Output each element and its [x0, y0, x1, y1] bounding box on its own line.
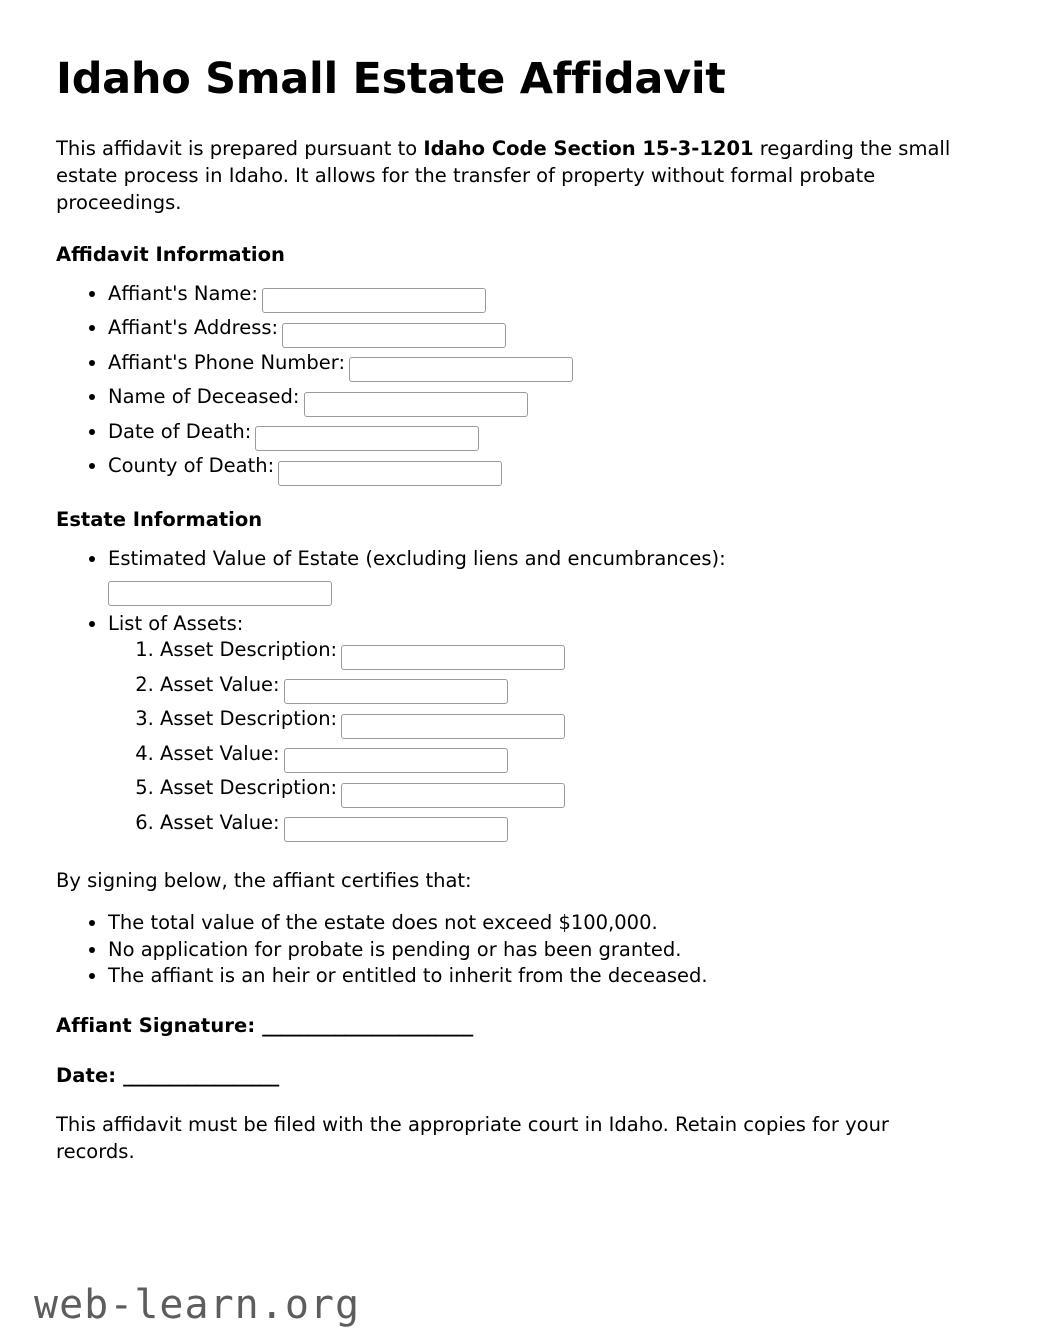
affidavit-information-heading: Affidavit Information	[56, 243, 285, 267]
asset-value-2-input[interactable]	[284, 748, 508, 773]
asset-description-2-label: Asset Description:	[160, 707, 338, 731]
certification-list	[56, 911, 977, 987]
asset-description-1-input[interactable]	[341, 645, 565, 670]
list-item	[108, 317, 977, 348]
asset-value-2-label: Asset Value:	[160, 741, 280, 765]
asset-description-3-label: Asset Description:	[160, 776, 338, 800]
estate-information-fields	[56, 547, 977, 842]
list-item	[160, 777, 977, 808]
asset-value-3-input[interactable]	[284, 817, 508, 842]
asset-description-3-input[interactable]	[341, 783, 565, 808]
affiant-name-input[interactable]	[262, 288, 486, 313]
affidavit-information-fields	[56, 283, 977, 486]
list-item	[108, 386, 977, 417]
deceased-name-input[interactable]	[304, 392, 528, 417]
list-item: • No application for probate is pending or has been granted.	[108, 938, 977, 961]
affiant-signature-label: Affiant Signature:	[56, 1014, 256, 1038]
affiant-name-label: Affiant's Name:	[108, 281, 258, 305]
certification-lead: By signing below, the affiant certifies that:	[56, 869, 472, 893]
asset-value-1-label: Asset Value:	[160, 672, 280, 696]
asset-value-1-input[interactable]	[284, 679, 508, 704]
date-of-death-label: Date of Death:	[108, 419, 252, 443]
list-item	[160, 812, 977, 843]
date-line	[56, 1063, 977, 1088]
intro-statute-reference: Idaho Code Section 15-3-1201	[423, 137, 754, 161]
asset-list	[108, 639, 977, 842]
estimated-value-label: Estimated Value of Estate (excluding liens and encumbrances):	[108, 546, 726, 570]
list-item	[108, 547, 977, 606]
list-item: • The total value of the estate does not exceed $100,000.	[108, 911, 977, 934]
affiant-phone-label: Affiant's Phone Number:	[108, 350, 346, 374]
estimated-value-row	[108, 574, 977, 606]
list-item	[160, 743, 977, 774]
asset-description-1-label: Asset Description:	[160, 638, 338, 662]
list-item	[108, 283, 977, 314]
filing-instructions: This affidavit must be filed with the appropriate court in Idaho. Retain copies for your records.	[56, 1112, 889, 1163]
estate-information-heading: Estate Information	[56, 507, 263, 531]
asset-description-2-input[interactable]	[341, 714, 565, 739]
asset-value-3-label: Asset Value:	[160, 810, 280, 834]
list-item	[108, 612, 977, 842]
affiant-phone-input[interactable]	[349, 357, 573, 382]
affiant-address-label: Affiant's Address:	[108, 316, 279, 340]
intro-paragraph	[56, 136, 977, 217]
list-item	[160, 674, 977, 705]
list-item	[108, 421, 977, 452]
deceased-name-label: Name of Deceased:	[108, 385, 300, 409]
county-of-death-label: County of Death:	[108, 454, 275, 478]
list-item: • The affiant is an heir or entitled to inherit from the deceased.	[108, 964, 977, 987]
date-of-death-input[interactable]	[255, 426, 479, 451]
date-blank[interactable]: _________________	[123, 1063, 279, 1087]
list-item	[108, 352, 977, 383]
list-item	[160, 708, 977, 739]
list-item	[160, 639, 977, 670]
list-item	[108, 455, 977, 486]
affiant-address-input[interactable]	[282, 323, 506, 348]
site-watermark: web-learn.org	[34, 1282, 361, 1328]
list-of-assets-label: List of Assets:	[108, 611, 244, 635]
intro-text-before: This affidavit is prepared pursuant to	[56, 137, 424, 161]
intro-text-after: regarding the small estate process in Idaho. It allows for the transfer of property without formal probate proceedings.	[56, 137, 951, 215]
affiant-signature-line	[56, 1013, 977, 1038]
page-title: Idaho Small Estate Affidavit	[56, 54, 726, 104]
county-of-death-input[interactable]	[278, 461, 502, 486]
date-label: Date:	[56, 1063, 117, 1087]
estimated-value-input[interactable]	[108, 581, 332, 606]
affiant-signature-blank[interactable]: _______________________	[262, 1014, 473, 1038]
